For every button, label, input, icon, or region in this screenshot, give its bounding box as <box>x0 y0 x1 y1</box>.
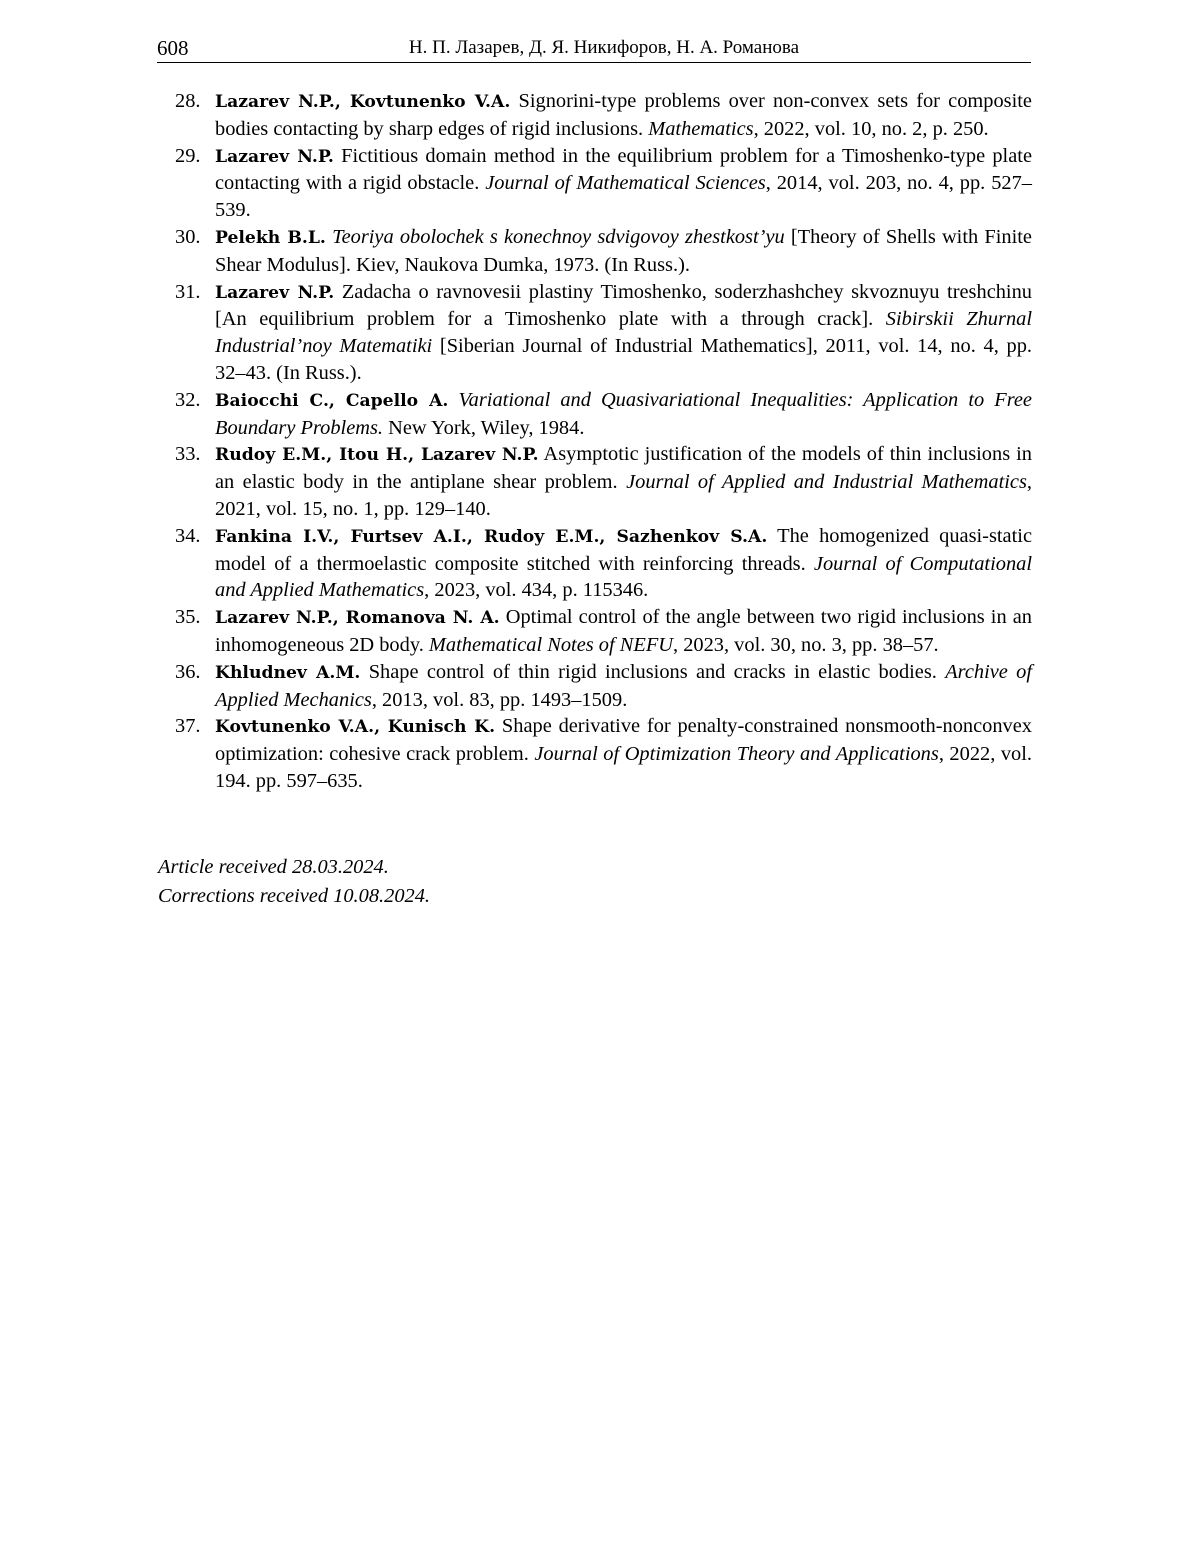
reference-list <box>157 88 1032 795</box>
reference-details: [Theory of Shells with Finite Shear Modulus]. Kiev, Naukova Dumka, 1973. (In Russ.). <box>215 225 1032 276</box>
reference-details: , 2013, vol. 83, pp. 1493–1509. <box>371 688 628 711</box>
reference-authors: Khludnev A.M. <box>215 662 361 683</box>
received-dates <box>158 853 430 910</box>
reference-title: The homogenized quasi-static model of a thermoelastic composite stitched with reinforcing threads. <box>215 524 1032 575</box>
reference-item <box>157 224 1032 279</box>
reference-title: Asymptotic justification of the models of thin inclusions in an elastic body in the antiplane shear problem. <box>215 443 1032 494</box>
reference-journal: Journal of Applied and Industrial Mathematics <box>626 471 1027 494</box>
reference-details: , 2023, vol. 434, p. 115346. <box>424 579 649 602</box>
reference-title: Signorini-type problems over non-convex sets for composite bodies contacting by sharp edges of rigid inclusions. <box>215 90 1032 140</box>
reference-authors: Pelekh B.L. <box>215 227 326 248</box>
reference-title: Variational and Quasivariational Inequalities: Application to Free Boundary Problems. <box>215 388 1032 439</box>
article-received: Article received 28.03.2024. <box>158 856 389 878</box>
reference-number: 29. <box>175 144 201 167</box>
running-head <box>157 34 1031 63</box>
reference-authors: Lazarev N.P. <box>215 282 335 303</box>
reference-item <box>157 441 1032 522</box>
reference-item <box>157 143 1032 224</box>
reference-number: 34. <box>175 524 201 547</box>
reference-journal: Journal of Computational and Applied Mathematics <box>215 552 1032 602</box>
reference-title: Fictitious domain method in the equilibrium problem for a Timoshenko-type plate contacting with a rigid obstacle. <box>215 144 1032 195</box>
reference-title: Shape derivative for penalty-constrained nonsmooth-nonconvex optimization: cohesive crack problem. <box>215 715 1032 766</box>
reference-number: 32. <box>175 388 201 411</box>
reference-authors: Lazarev N.P., Kovtunenko V.A. <box>215 92 511 112</box>
reference-number: 35. <box>175 606 201 629</box>
reference-journal: Journal of Mathematical Sciences <box>485 172 766 195</box>
reference-details: , 2022, vol. 194. pp. 597–635. <box>215 743 1032 792</box>
reference-authors: Fankina I.V., Furtsev A.I., Rudoy E.M., Sazhenkov S.A. <box>215 526 768 547</box>
reference-details: , 2023, vol. 30, no. 3, pp. 38–57. <box>673 633 939 656</box>
reference-title: Teoriya obolochek s konechnoy sdvigovoy zhestkost’yu <box>332 225 785 248</box>
reference-number: 30. <box>175 225 201 248</box>
reference-details: , 2014, vol. 203, no. 4, pp. 527–539. <box>215 172 1032 222</box>
reference-item <box>157 713 1032 794</box>
reference-authors: Rudoy E.M., Itou H., Lazarev N.P. <box>215 445 539 466</box>
reference-authors: Kovtunenko V.A., Kunisch K. <box>215 717 496 738</box>
reference-number: 33. <box>175 443 201 466</box>
reference-number: 31. <box>175 280 201 303</box>
reference-item <box>157 523 1032 604</box>
corrections-received: Corrections received 10.08.2024. <box>158 884 431 907</box>
reference-number: 28. <box>175 90 201 112</box>
reference-journal: Mathematics <box>648 117 754 140</box>
reference-item <box>157 88 1032 143</box>
reference-item <box>157 279 1032 387</box>
reference-journal: Sibirskii Zhurnal Industrial’noy Matematiki <box>215 308 1032 358</box>
reference-journal: Mathematical Notes of NEFU <box>428 633 673 656</box>
reference-title: Shape control of thin rigid inclusions and cracks in elastic bodies. <box>368 660 937 683</box>
reference-details: , 2022, vol. 10, no. 2, p. 250. <box>753 117 989 140</box>
reference-title: Zadacha o ravnovesii plastiny Timoshenko, soderzhashchey skvoznuyu treshchinu [An equilibrium problem for a Timoshenko plate with a through crack]. <box>215 280 1032 331</box>
reference-item <box>157 659 1032 714</box>
page-number: 608 <box>157 36 189 60</box>
reference-journal: Archive of Applied Mechanics <box>215 660 1032 711</box>
reference-authors: Baiocchi C., Capello A. <box>215 390 449 411</box>
reference-number: 37. <box>175 715 201 738</box>
reference-details: New York, Wiley, 1984. <box>388 416 585 439</box>
reference-item <box>157 604 1032 659</box>
reference-number: 36. <box>175 660 201 683</box>
reference-details: , 2021, vol. 15, no. 1, pp. 129–140. <box>215 471 1032 520</box>
reference-details: [Siberian Journal of Industrial Mathematics], 2011, vol. 14, no. 4, pp. 32–43. (In Russ.). <box>215 335 1032 384</box>
reference-authors: Lazarev N.P., Romanova N. A. <box>215 608 500 629</box>
running-head-authors: Н. П. Лазарев, Д. Я. Никифоров, Н. А. Романова <box>408 37 800 58</box>
reference-authors: Lazarev N.P. <box>215 146 334 167</box>
reference-journal: Journal of Optimization Theory and Applications <box>534 743 939 766</box>
reference-item <box>157 387 1032 442</box>
reference-title: Optimal control of the angle between two rigid inclusions in an inhomogeneous 2D body. <box>215 606 1032 656</box>
